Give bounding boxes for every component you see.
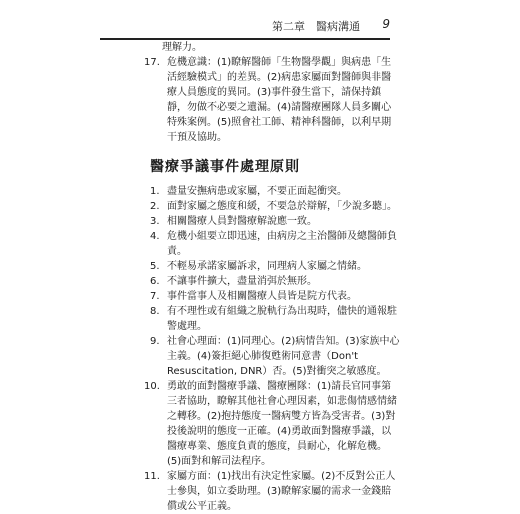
item-number: 5. (150, 261, 160, 272)
item-number: 7. (150, 291, 160, 302)
item-text: 面對家屬之態度和緩，不要急於辯解，「少說多聽」。 (167, 201, 397, 212)
list-item (150, 259, 400, 274)
chapter-title: 第二章 醫病溝通 (272, 20, 360, 33)
page-header (100, 14, 390, 40)
item-number: 11. (144, 471, 160, 482)
item-text: 危機小組要立即迅速，由病房之主治醫師及總醫師負責。 (167, 231, 397, 257)
item-text: 相關醫療人員對醫療解說應一致。 (167, 216, 317, 227)
item-number: 3. (150, 216, 160, 227)
item-text: 有不理性或有組織之脫軌行為出現時，儘快的通報駐警處理。 (167, 306, 397, 332)
page-content (144, 40, 400, 514)
list-item (144, 379, 400, 469)
item-number: 10. (144, 381, 160, 392)
item-number: 2. (150, 201, 160, 212)
item-number: 1. (150, 186, 160, 197)
item-number: 6. (150, 276, 160, 287)
list-item (150, 289, 400, 304)
list-item (150, 274, 400, 289)
item-number: 17. (144, 57, 160, 68)
list-item (150, 229, 400, 259)
list-item (150, 214, 400, 229)
page-number: 9 (382, 17, 390, 31)
item-number: 8. (150, 306, 160, 317)
item-text: 不輕易承諾家屬訴求，同理病人家屬之情緒。 (167, 261, 367, 272)
list-item (144, 469, 400, 514)
item-text: 勇敢的面對醫療爭議、醫療團隊：(1)請長官同事第三者協助，瞭解其他社會心理因素，如悲傷情感情緒之轉移。(2)抱持態度一醫病雙方皆為受害者。(3)對投後說明的態度一正確。(4)勇敢面對醫療爭議，以醫療專業、態度負責的態度，員耐心，化解危機。(5)面對和解司法程序。 (167, 381, 397, 467)
item-number: 9. (150, 336, 160, 347)
list-item (150, 199, 400, 214)
item-text: 事件當事人及相關醫療人員皆是院方代表。 (167, 291, 357, 302)
intro-continuation: 理解力。 (162, 42, 202, 53)
item-text: 社會心理面：(1)同理心。(2)病情告知。(3)家族中心主義。(4)簽拒絕心肺復甦術同意書（Don't Resuscitation, DNR）否。(5)對衝突之敏感度。 (167, 336, 400, 377)
item-text: 盡量安撫病患或家屬，不要正面起衝突。 (167, 186, 347, 197)
item-text: 家屬方面：(1)找出有決定性家屬。(2)不反對公正人士參與，如立委助理。(3)瞭解家屬的需求一金錢賠償或公平正義。 (167, 471, 396, 512)
item-text: 不讓事件擴大，盡量消弭於無形。 (167, 276, 317, 287)
section-title: 醫療爭議事件處理原則 (150, 159, 300, 175)
item-number: 4. (150, 231, 160, 242)
item-text: 危機意識：(1)瞭解醫師「生物醫學觀」與病患「生活經驗模式」的差異。(2)病患家屬面對醫師與非醫療人員態度的異同。(3)事件發生當下，請保持鎮靜，勿做不必要之遺漏。(4)請醫療團隊人員多關心特殊案例。(5)照會社工師、精神科醫師，以利早期干預及協助。 (167, 57, 392, 143)
list-item (150, 184, 400, 199)
list-item (150, 304, 400, 334)
list-item-17 (144, 55, 400, 145)
list-item (150, 334, 400, 379)
